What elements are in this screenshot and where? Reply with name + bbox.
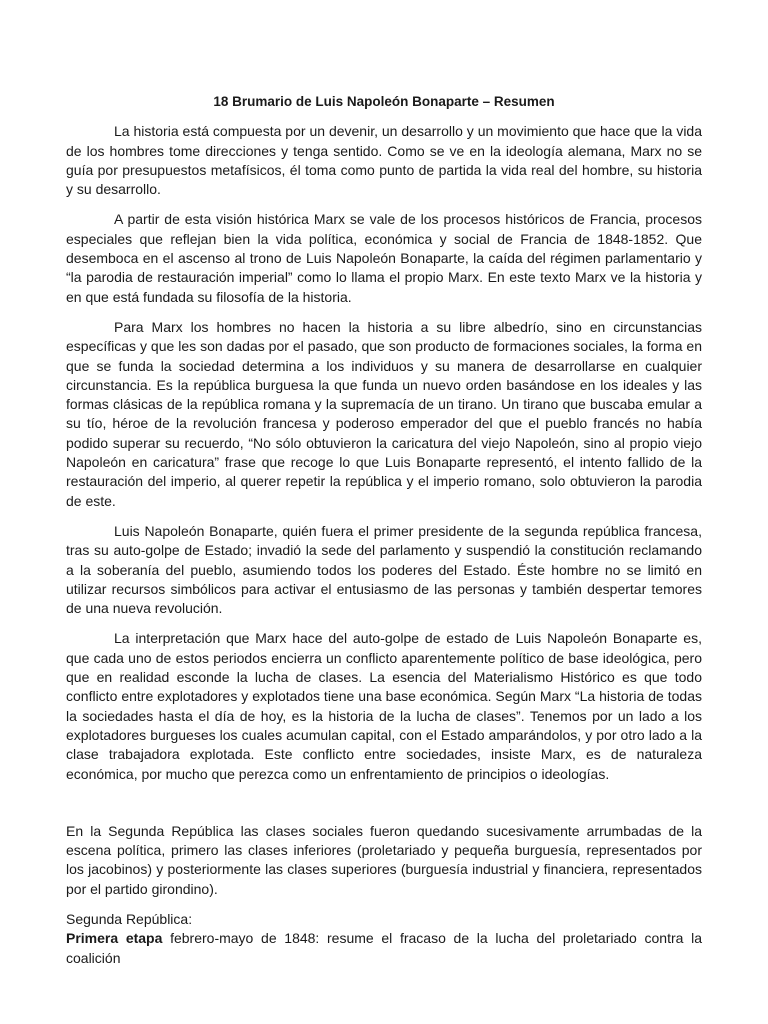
document-title: 18 Brumario de Luis Napoleón Bonaparte – Resumen [213, 94, 555, 109]
paragraph-segunda-republica: En la Segunda República las clases sociales fueron quedando sucesivamente arrumbadas de la escena política, primero las clases inferiores (proletariado y pequeña burguesía, representados por los jacobinos) y posteriormente las clases superiores (burguesía industrial y financiera, representados por el partido girondino). [66, 822, 702, 897]
paragraph-2: A partir de esta visión histórica Marx se vale de los procesos históricos de Francia, procesos especiales que reflejan bien la vida política, económica y social de Francia de 1848-1852. Que desemboca en el ascenso al trono de Luis Napoleón Bonaparte, la caída del régimen parlamentario y “la parodia de restauración imperial” como lo llama el propio Marx. En este texto Marx ve la historia y en que está fundada su filosofía de la historia. [66, 211, 702, 305]
stage-text: febrero-mayo de 1848: resume el fracaso de la lucha del proletariado contra la coalición [66, 930, 703, 966]
paragraph-3: Para Marx los hombres no hacen la historia a su libre albedrío, sino en circunstancias específicas y que les son dadas por el pasado, que son producto de formaciones sociales, la forma en que se funda la sociedad determina a los individuos y su manera de desarrollarse en cualquier circunstancia. Es la república burguesa la que funda un nuevo orden basándose en los ideales y las formas clásicas de la república romana y la supremacía de un tirano. Un tirano que buscaba emular a su tío, héroe de la revolución francesa y poderoso emperador del que el pueblo francés no había podido superar su recuerdo, “No sólo obtuvieron la caricatura del viejo Napoleón, sino al propio viejo Napoleón en caricatura” frase que recoge lo que Luis Bonaparte representó, el intento fallido de la restauración del imperio, al querer repetir la república y el imperio romano, solo obtuvieron la parodia de este. [66, 318, 702, 509]
paragraph-1: La historia está compuesta por un devenir, un desarrollo y un movimiento que hace que la vida de los hombres tome direcciones y tenga sentido. Como se ve en la ideología alemana, Marx no se guía por presupuestos metafísicos, él toma como punto de partida la vida real del hombre, su historia y su desarrollo. [66, 123, 702, 198]
paragraph-4: Luis Napoleón Bonaparte, quién fuera el primer presidente de la segunda república francesa, tras su auto-golpe de Estado; invadió la sede del parlamento y suspendió la constitución reclamando a la soberanía del pueblo, asumiendo todos los poderes del Estado. Éste hombre no se limitó en utilizar recursos simbólicos para activar el entusiasmo de las personas y también despertar temores de una nueva revolución. [66, 522, 702, 617]
stage-line [66, 929, 702, 968]
stage-label: Primera etapa [66, 930, 163, 947]
document-page [66, 92, 702, 968]
paragraph-5: La interpretación que Marx hace del auto-golpe de estado de Luis Napoleón Bonaparte es, que cada uno de estos periodos encierra un conflicto aparentemente político de base ideológica, pero que en realidad esconde la lucha de clases. La esencia del Materialismo Histórico es que todo conflicto entre explotadores y explotados tiene una base económica. Según Marx “La historia de todas la sociedades hasta el día de hoy, es la historia de la lucha de clases”. Tenemos por un lado a los explotadores burgueses los cuales acumulan capital, con el Estado amparándolos, y por otro lado a la clase trabajadora explotada. Este conflicto entre sociedades, insiste Marx, es de naturaleza económica, por mucho que perezca como un enfrentamiento de principios o ideologías. [66, 630, 702, 782]
section-heading: Segunda República: [66, 910, 193, 927]
